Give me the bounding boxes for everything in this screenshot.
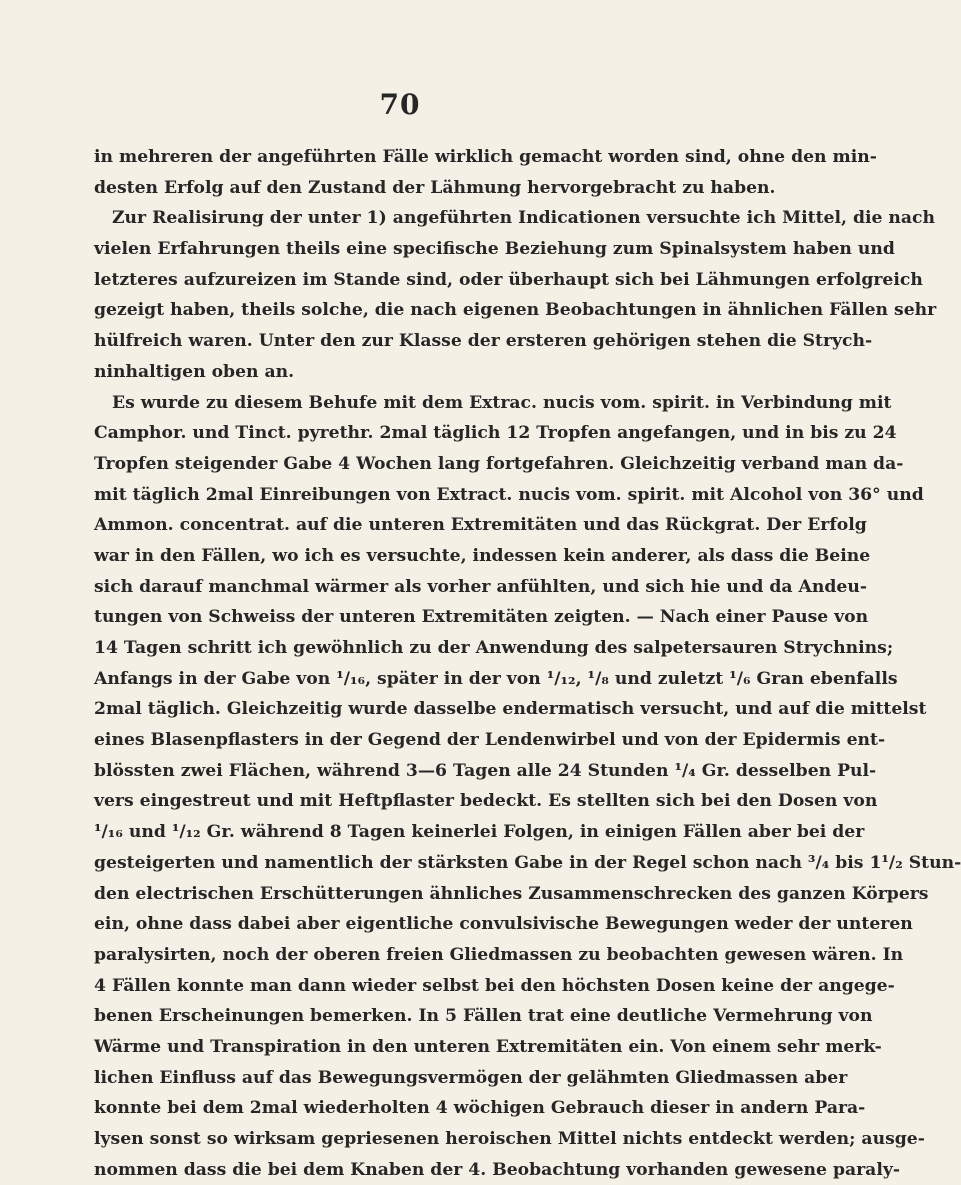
text-line: vers eingestreut und mit Heftpflaster bedeckt. Es stellten sich bei den Dosen von [94,791,878,812]
text-line: ein, ohne dass dabei aber eigentliche convulsivische Bewegungen weder der unteren [94,914,913,935]
text-line: war in den Fällen, wo ich es versuchte, indessen kein anderer, als dass die Beine [94,545,871,566]
text-line: lichen Einfluss auf das Bewegungsvermögen der gelähmten Gliedmassen aber [94,1067,848,1088]
text-line: gesteigerten und namentlich der stärksten Gabe in der Regel schon nach ³/₄ bis 1¹/₂ Stun- [94,852,961,873]
text-line: 14 Tagen schritt ich gewöhnlich zu der Anwendung des salpetersauren Strychnins; [94,638,894,658]
text-line: Ammon. concentrat. auf die unteren Extremitäten und das Rückgrat. Der Erfolg [94,515,867,536]
text-line: benen Erscheinungen bemerken. In 5 Fällen trat eine deutliche Vermehrung von [94,1006,873,1027]
body-text [94,142,961,1185]
text-line: sich darauf manchmal wärmer als vorher anfühlten, und sich hie und da Andeu- [94,576,867,597]
text-line: eines Blasenpflasters in der Gegend der Lendenwirbel und von der Epidermis ent- [94,730,886,751]
text-line: gezeigt haben, theils solche, die nach eigenen Beobachtungen in ähnlichen Fällen sehr [94,300,937,321]
text-line: lysen sonst so wirksam gepriesenen heroischen Mittel nichts entdeckt werden; ausge- [94,1129,925,1149]
text-line: 4 Fällen konnte man dann wieder selbst bei den höchsten Dosen keine der angege- [94,975,895,996]
text-line: ninhaltigen oben an. [94,361,295,382]
text-line: den electrischen Erschütterungen ähnliches Zusammenschrecken des ganzen Körpers [94,883,929,904]
text-line: letzteres aufzureizen im Stande sind, oder überhaupt sich bei Lähmungen erfolgreich [94,269,923,290]
text-line: konnte bei dem 2mal wiederholten 4 wöchigen Gebrauch dieser in andern Para- [94,1098,866,1119]
text-line: Camphor. und Tinct. pyrethr. 2mal täglich 12 Tropfen angefangen, und in bis zu 24 [94,423,897,444]
text-line: Wärme und Transpiration in den unteren Extremitäten ein. Von einem sehr merk- [94,1036,882,1057]
text-line: mit täglich 2mal Einreibungen von Extract. nucis vom. spirit. mit Alcohol von 36° und [94,484,924,505]
text-line: nommen dass die bei dem Knaben der 4. Beobachtung vorhanden gewesene paraly- [94,1159,900,1180]
text-line: 2mal täglich. Gleichzeitig wurde dasselbe endermatisch versucht, und auf die mittelst [94,699,927,720]
text-line: Es wurde zu diesem Behufe mit dem Extrac. nucis vom. spirit. in Verbindung mit [112,392,892,413]
text-line: Tropfen steigender Gabe 4 Wochen lang fortgefahren. Gleichzeitig verband man da- [94,453,904,474]
text-line: paralysirten, noch der oberen freien Gliedmassen zu beobachten gewesen wären. In [94,944,904,965]
text-line: in mehreren der angeführten Fälle wirklich gemacht worden sind, ohne den min- [94,147,877,167]
text-line: blössten zwei Flächen, während 3—6 Tagen alle 24 Stunden ¹/₄ Gr. desselben Pul- [94,760,877,781]
page-number: 70 [379,88,421,121]
text-line: tungen von Schweiss der unteren Extremitäten zeigten. — Nach einer Pause von [94,607,869,628]
text-line: vielen Erfahrungen theils eine specifische Beziehung zum Spinalsystem haben und [94,239,895,260]
text-line: Zur Realisirung der unter 1) angeführten Indicationen versuchte ich Mittel, die nach [112,208,936,229]
text-line: ¹/₁₆ und ¹/₁₂ Gr. während 8 Tagen keinerlei Folgen, in einigen Fällen aber bei der [94,822,865,843]
text-line: hülfreich waren. Unter den zur Klasse der ersteren gehörigen stehen die Strych- [94,331,873,352]
text-line: desten Erfolg auf den Zustand der Lähmung hervorgebracht zu haben. [94,177,776,198]
text-line: Anfangs in der Gabe von ¹/₁₆, später in der von ¹/₁₂, ¹/₈ und zuletzt ¹/₆ Gran ebenfalls [94,668,898,689]
